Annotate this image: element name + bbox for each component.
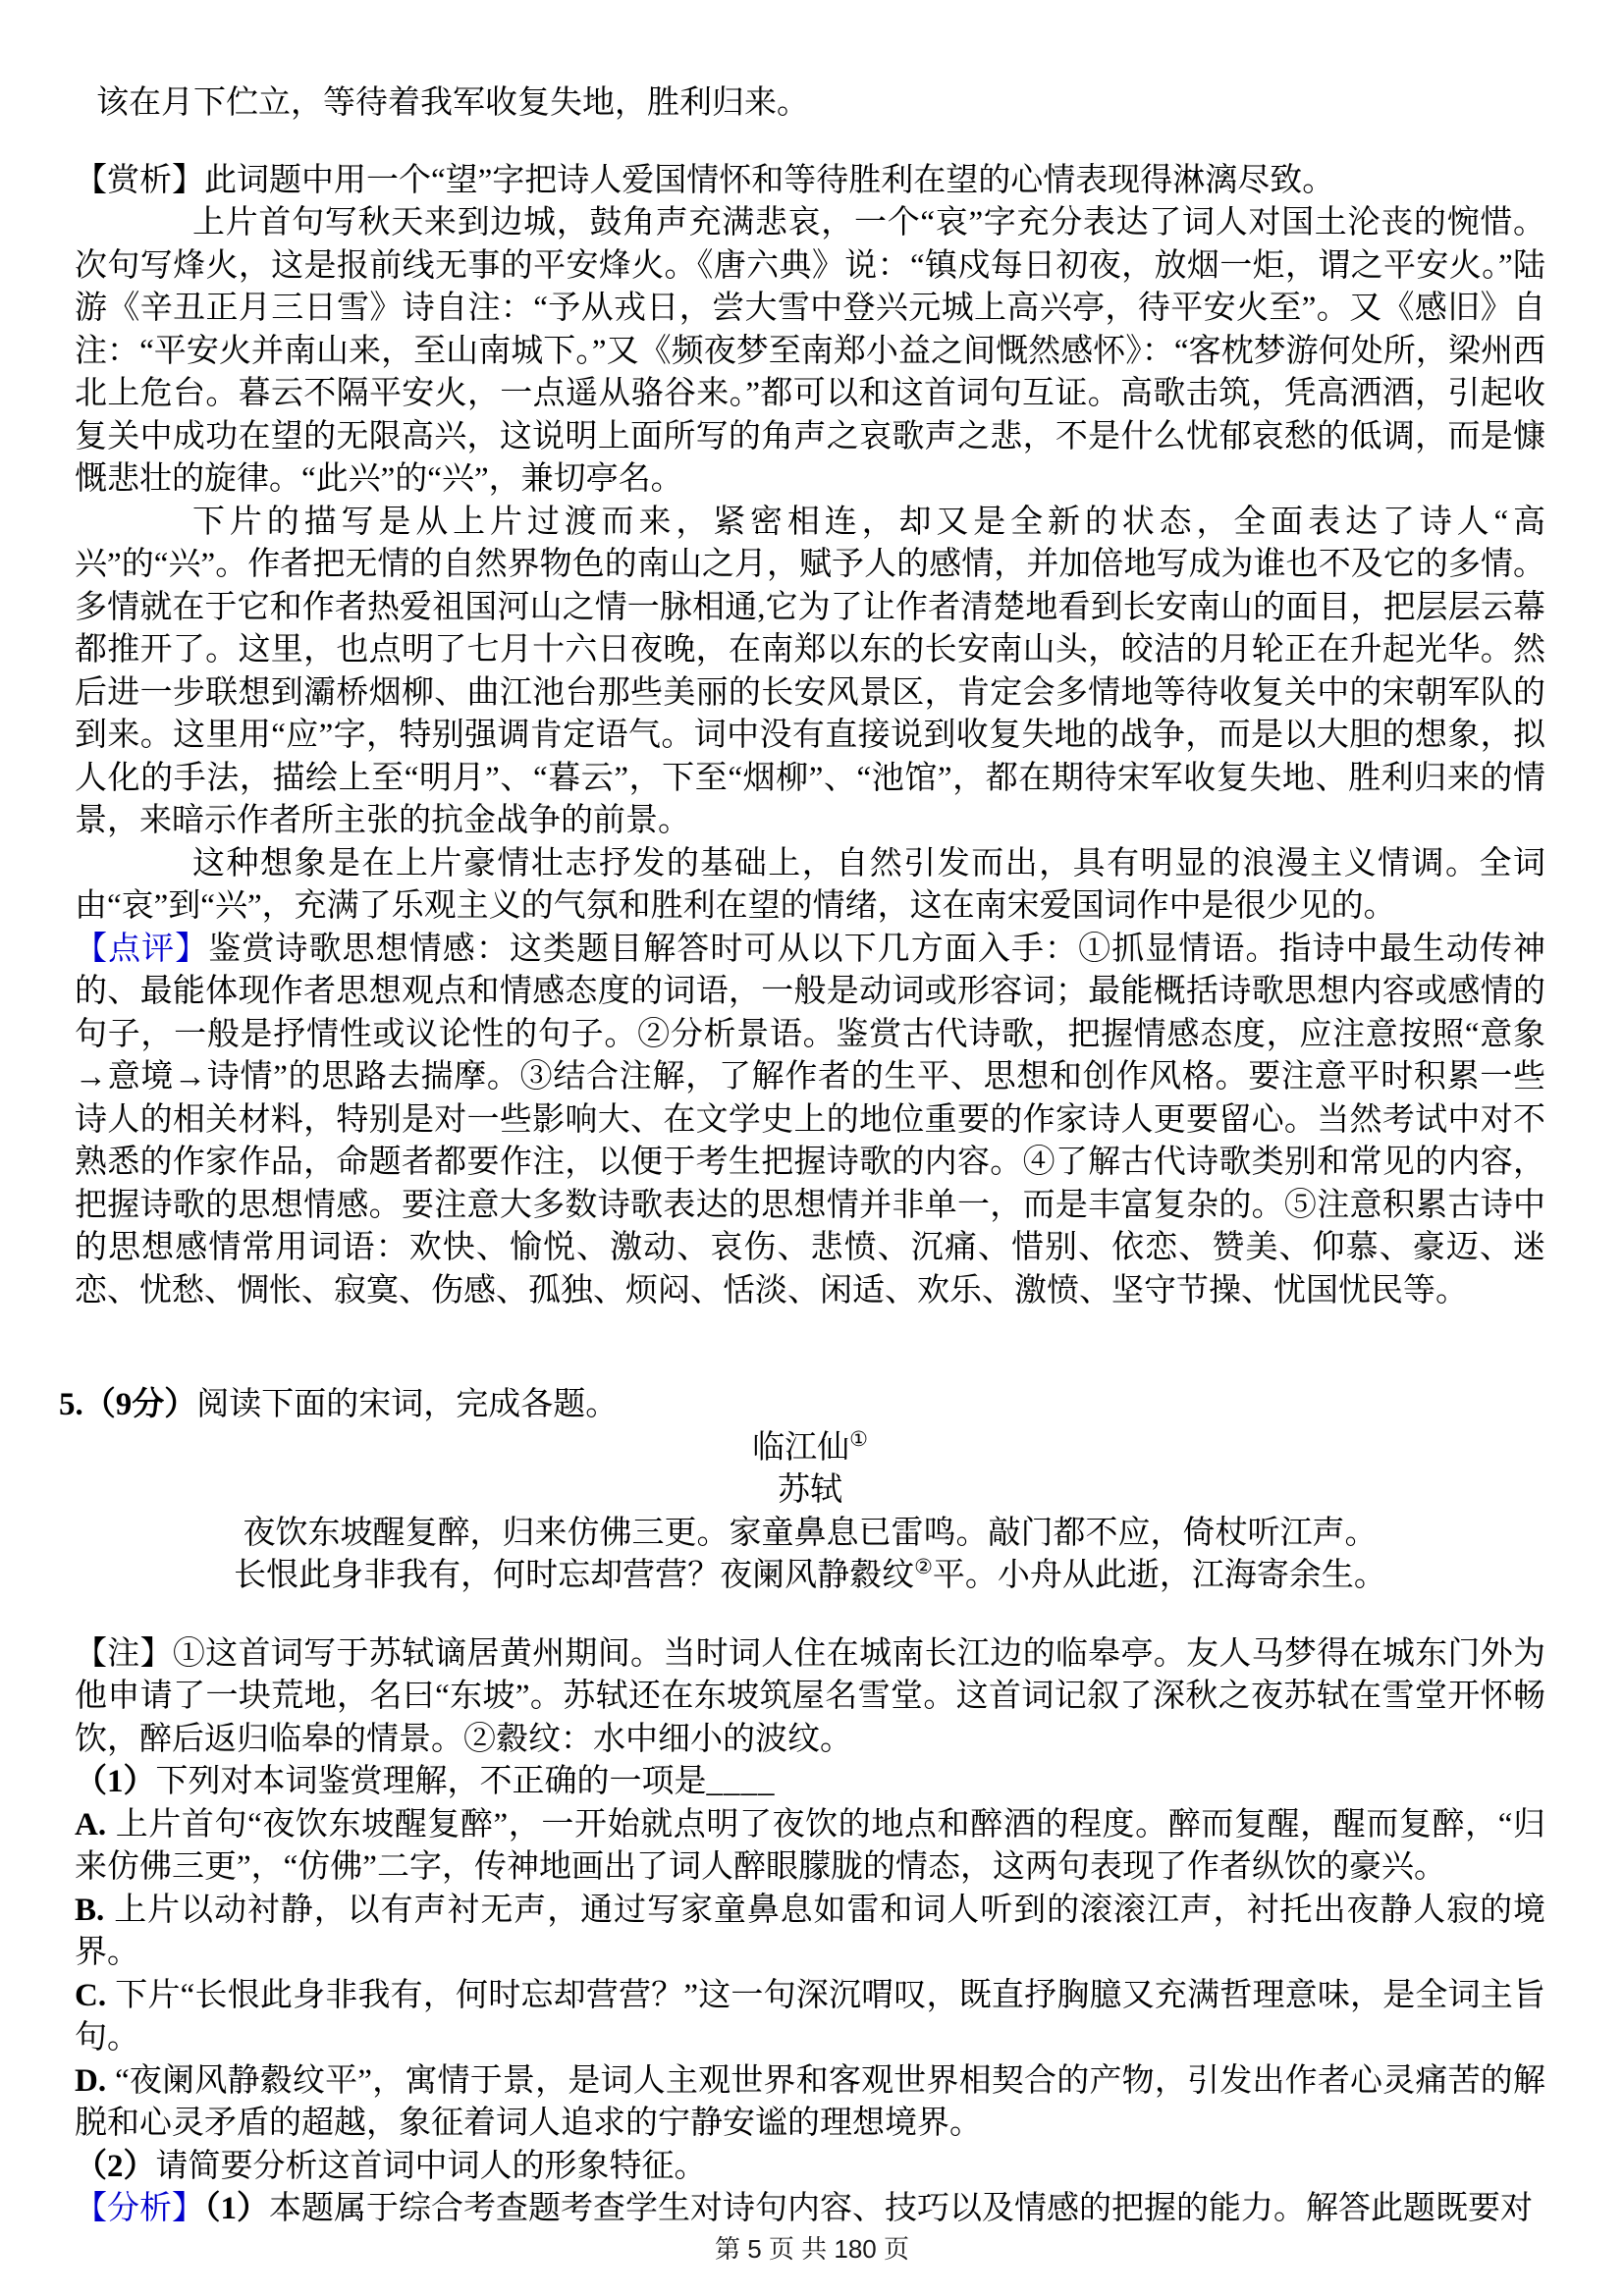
poem-note-paragraph — [75, 1633, 1545, 1762]
poem-title: 临江仙 — [752, 1429, 850, 1466]
option-b — [75, 1890, 1545, 1975]
sub-question-1-text: 下列对本词鉴赏理解，不正确的一项是 — [155, 1764, 707, 1799]
sub-question-2 — [75, 2146, 1545, 2189]
intro-tail-paragraph: 该在月下伫立，等待着我军收复失地，胜利归来。 — [96, 85, 809, 121]
option-c-label: C. — [75, 1977, 107, 2013]
answer-blank: ____ — [706, 1764, 776, 1799]
question-prompt: 阅读下面的宋词，完成各题。 — [196, 1387, 619, 1422]
question-5-heading — [59, 1384, 1545, 1427]
option-d — [75, 2060, 1545, 2146]
comment-paragraph — [75, 929, 1545, 1313]
poem-note-label: 【注】 — [75, 1635, 173, 1672]
option-b-label: B. — [75, 1892, 105, 1928]
option-d-text: “夜阑风静縠纹平”，寓情于景，是词人主观世界和客观世界相契合的产物，引发出作者心灵痛苦的解脱和心灵矛盾的超越，象征着词人追求的宁静安谧的理想境界。 — [75, 2062, 1545, 2141]
option-a-text: 上片首句“夜饮东坡醒复醉”，一开始就点明了夜饮的地点和醉酒的程度。醉而复醒，醒而复醉，“归来仿佛三更”，“仿佛”二字，传神地画出了词人醉眼朦胧的情态，这两句表现了作者纵饮的豪兴。 — [75, 1806, 1545, 1885]
comment-label: 【点评】 — [75, 931, 209, 967]
page-body — [59, 82, 1546, 2231]
question-number: 5. — [59, 1387, 83, 1422]
analysis-text: 本题属于综合考查题考查学生对诗句内容、技巧以及情感的把握的能力。解答此题既要对 — [269, 2191, 1533, 2226]
analysis-sub-number: （1） — [204, 2191, 269, 2226]
comment-text: 鉴赏诗歌思想情感：这类题目解答时可从以下几方面入手：①抓显情语。指诗中最生动传神的、最能体现作者思想观点和情感态度的词语，一般是动词或形容词；最能概括诗歌思想内容或感情的句子，一般是抒情性或议论性的句子。②分析景语。鉴赏古代诗歌，把握情感态度，应注意按照“意象→意境→诗情”的思路去揣摩。③结合注解，了解作者的生平、思想和创作风格。要注意平时积累一些诗人的相关材料，特别是对一些影响大、在文学史上的地位重要的作家诗人更要留心。当然考试中对不熟悉的作家作品，命题者都要作注，以便于考生把握诗歌的内容。④了解古代诗歌类别和常见的内容，把握诗歌的思想情感。要注意大多数诗歌表达的思想情并非单一，而是丰富复杂的。⑤注意积累古诗中的思想感情常用词语：欢快、愉悦、激动、哀伤、悲愤、沉痛、惜别、依恋、赞美、仰慕、豪迈、迷恋、忧愁、惆怅、寂寞、伤感、孤独、烦闷、恬淡、闲适、欢乐、激愤、坚守节操、忧国忧民等。 — [75, 931, 1546, 1308]
appreciation-label: 【赏析】 — [75, 162, 204, 198]
poem-title-note-ref: ① — [849, 1426, 868, 1451]
option-d-label: D. — [75, 2062, 107, 2099]
appreciation-paragraph — [75, 160, 1545, 203]
poem-title-line — [75, 1427, 1545, 1470]
poem-author: 苏轼 — [778, 1472, 842, 1508]
poem-line-2 — [75, 1555, 1545, 1598]
poem-note-2-ref: ② — [914, 1555, 933, 1578]
poem-note-text: ①这首词写于苏轼谪居黄州期间。当时词人住在城南长江边的临皋亭。友人马梦得在城东门外为他申请了一块荒地，名曰“东坡”。苏轼还在东坡筑屋名雪堂。这首词记叙了深秋之夜苏轼在雪堂开怀畅饮，醉后返归临皋的情景。②縠纹：水中细小的波纹。 — [75, 1635, 1546, 1757]
option-a-label: A. — [75, 1806, 107, 1842]
poem-line-2-text: 长恨此身非我有，何时忘却营营？夜阑风静縠纹 — [234, 1558, 915, 1593]
option-c-text: 下片“长恨此身非我有，何时忘却营营？”这一句深沉喟叹，既直抒胸臆又充满哲理意味，是全词主旨句。 — [75, 1977, 1545, 2056]
sub-question-1-number: （1） — [75, 1764, 156, 1799]
sub-question-2-text: 请简要分析这首词中词人的形象特征。 — [155, 2148, 707, 2184]
question-score: （9分） — [82, 1387, 197, 1422]
analysis-paragraph — [75, 2188, 1545, 2231]
imagination-summary-paragraph: 这种想象是在上片豪情壮志抒发的基础上，自然引发而出，具有明显的浪漫主义情调。全词由“哀”到“兴”，充满了乐观主义的气氛和胜利在望的情绪，这在南宋爱国词作中是很少见的。 — [75, 845, 1545, 924]
page-footer: 第 5 页 共 180 页 — [715, 2234, 909, 2264]
poem-line-2-tail: 平。小舟从此逝，江海寄余生。 — [932, 1558, 1386, 1593]
appreciation-text: 此词题中用一个“望”字把诗人爱国情怀和等待胜利在望的心情表现得淋漓尽致。 — [204, 162, 1335, 198]
poem-line-1: 夜饮东坡醒复醉，归来仿佛三更。家童鼻息已雷鸣。敲门都不应，倚杖听江声。 — [243, 1515, 1378, 1551]
upper-stanza-analysis-paragraph: 上片首句写秋天来到边城，鼓角声充满悲哀，一个“哀”字充分表达了词人对国土沦丧的惋惜。次句写烽火，这是报前线无事的平安烽火。《唐六典》说：“镇戍每日初夜，放烟一炬，谓之平安火。”陆游《辛丑正月三日雪》诗自注：“予从戎日，尝大雪中登兴元城上高兴亭，待平安火至”。又《感旧》自注：“平安火并南山来，至山南城下。”又《频夜梦至南郑小益之间慨然感怀》：“客枕梦游何处所，梁州西北上危台。暮云不隔平安火，一点遥从骆谷来。”都可以和这首词句互证。高歌击筑，凭高洒酒，引起收复关中成功在望的无限高兴，这说明上面所写的角声之哀歌声之悲，不是什么忧郁哀愁的低调，而是慷慨悲壮的旋律。“此兴”的“兴”，兼切亭名。 — [75, 205, 1545, 497]
option-c — [75, 1975, 1545, 2060]
sub-question-1 — [75, 1761, 1545, 1804]
lower-stanza-analysis-paragraph: 下片的描写是从上片过渡而来，紧密相连，却又是全新的状态，全面表达了诗人“高兴”的“兴”。作者把无情的自然界物色的南山之月，赋予人的感情，并加倍地写成为谁也不及它的多情。多情就在于它和作者热爱祖国河山之情一脉相通,它为了让作者清楚地看到长安南山的面目，把层层云幕都推开了。这里，也点明了七月十六日夜晚，在南郑以东的长安南山头，皎洁的月轮正在升起光华。然后进一步联想到灞桥烟柳、曲江池台那些美丽的长安风景区，肯定会多情地等待收复关中的宋朝军队的到来。这里用“应”字，特别强调肯定语气。词中没有直接说到收复失地的战争，而是以大胆的想象，拟人化的手法，描绘上至“明月”、“暮云”，下至“烟柳”、“池馆”，都在期待宋军收复失地、胜利归来的情景，来暗示作者所主张的抗金战争的前景。 — [75, 504, 1545, 838]
sub-question-2-number: （2） — [75, 2148, 156, 2184]
option-a — [75, 1804, 1545, 1890]
poem-author-line — [75, 1469, 1545, 1513]
option-b-text: 上片以动衬静，以有声衬无声，通过写家童鼻息如雷和词人听到的滚滚江声，衬托出夜静人寂的境界。 — [75, 1892, 1545, 1970]
analysis-label: 【分析】 — [75, 2191, 204, 2226]
